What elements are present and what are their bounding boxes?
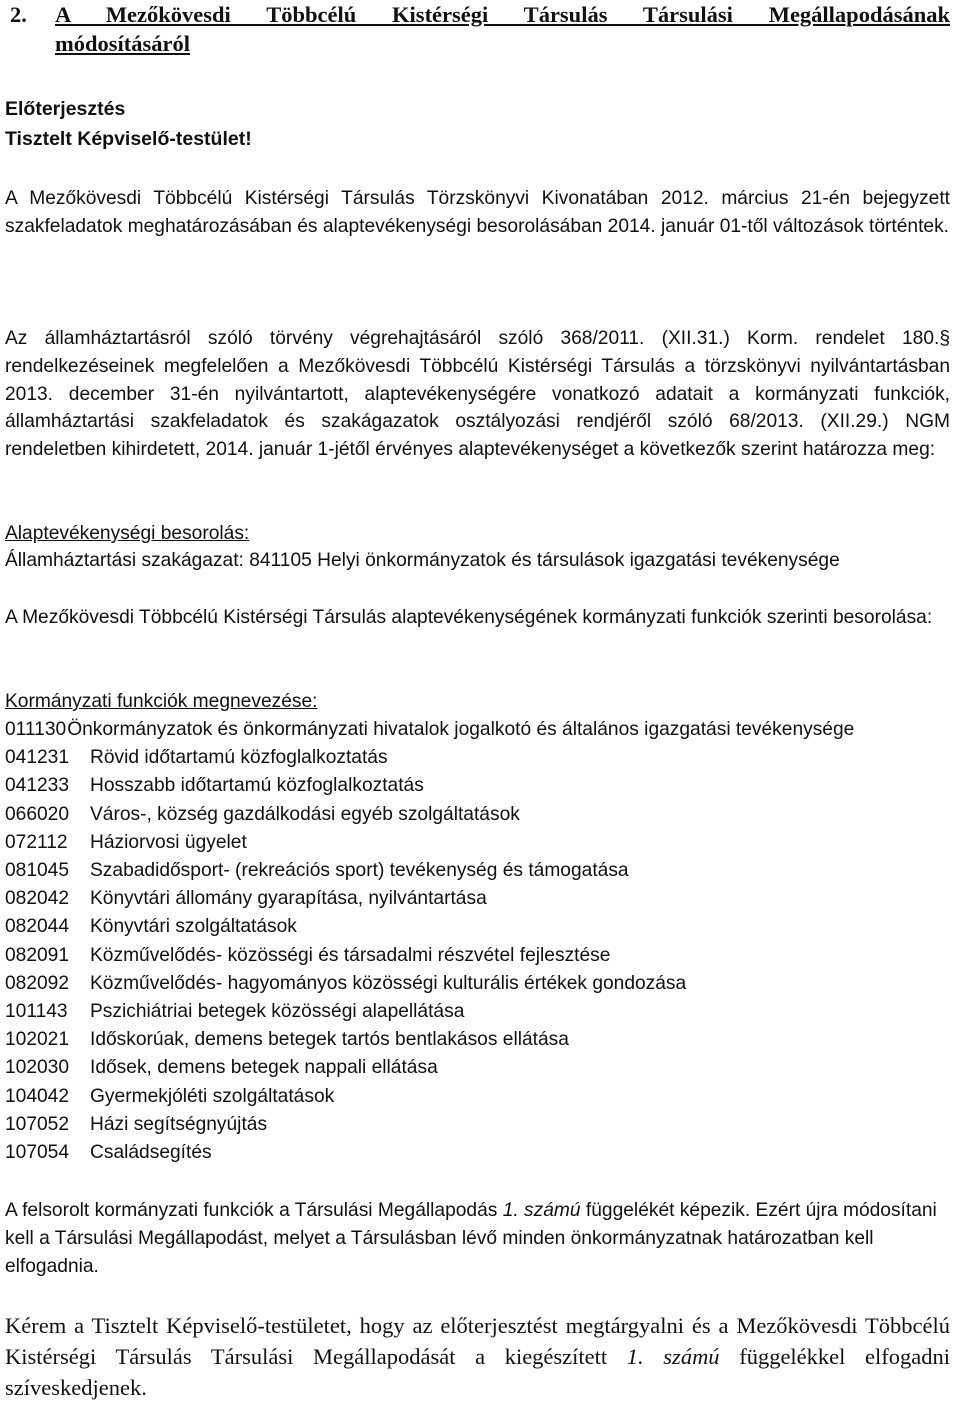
closing-request-c: függelékkel elfogadni szíveskedjenek.	[5, 1344, 951, 1400]
function-name: Pszichiátriai betegek közösségi alapellátása	[90, 1001, 465, 1022]
function-row	[5, 970, 686, 998]
function-name: Családsegítés	[90, 1142, 212, 1163]
paragraph-fuggelek-ref: 1. számú	[502, 1200, 581, 1221]
function-code: 101143	[5, 1001, 68, 1022]
alaptevekenyseg-label	[5, 520, 950, 548]
function-row	[5, 1111, 267, 1139]
function-code: 107052	[5, 1113, 70, 1135]
function-row	[5, 885, 487, 913]
function-code: 082091	[5, 944, 70, 966]
function-name: Könyvtári állomány gyarapítása, nyilvántartása	[90, 888, 487, 910]
function-name: Rövid időtartamú közfoglalkoztatás	[90, 747, 388, 769]
function-row	[5, 801, 520, 829]
function-name: Házi segítségnyújtás	[90, 1113, 268, 1135]
salutation: Tisztelt Képviselő-testület!	[5, 128, 252, 150]
function-name: Könyvtári szolgáltatások	[90, 916, 297, 938]
function-name: Szabadidősport- (rekreációs sport) tevékenység és támogatása	[90, 860, 629, 881]
alaptevekenyseg-label-text: Alaptevékenységi besorolás:	[5, 523, 250, 544]
section-heading	[5, 0, 950, 60]
closing-request-a: Kérem a Tisztelt Képviselő-testületet, hogy az előterjesztést megtárgyalni és a Mezőkövesdi Többcélú Kistérségi Társulás Társulási Megállapodását a kiegészített	[5, 1313, 950, 1369]
function-name: Időskorúak, demens betegek tartós bentlakásos ellátása	[90, 1029, 569, 1051]
function-code: 102021	[5, 1029, 70, 1051]
function-name: Gyermekjóléti szolgáltatások	[90, 1085, 335, 1107]
function-name: Önkormányzatok és önkormányzati hivatalok jogalkotó és általános igazgatási tevékenysége	[67, 719, 855, 740]
function-row	[5, 998, 464, 1026]
function-code: 082044	[5, 916, 70, 938]
function-name: Háziorvosi ügyelet	[90, 831, 247, 853]
closing-request	[5, 1310, 950, 1403]
function-row	[5, 772, 424, 800]
section-title-line2: módosításáról	[55, 31, 190, 56]
function-name: Idősek, demens betegek nappali ellátása	[90, 1057, 438, 1079]
paragraph-legal-basis: Az államháztartásról szóló törvény végrehajtásáról szóló 368/2011. (XII.31.) Korm. rendelet 180.§ rendelkezéseinek megfelelően a Mezőkövesdi Többcélú Kistérségi Társulás a törzskönyvi nyilvántartásban 2013. december 31-én nyilvántartott, alaptevékenységére vonatkozó adatait a kormányzati funkciók, államháztartási szakfeladatok és szakágazatok osztályozási rendjéről szóló 68/2013. (XII.29.) NGM rendeletben kihirdetett, 2014. január 1-jétől érvényes alaptevékenységet a következők szerint határozza meg:	[5, 328, 950, 461]
function-code: 082042	[5, 888, 70, 910]
function-row	[5, 913, 297, 941]
function-name: Közművelődés- hagyományos közösségi kulturális értékek gondozása	[90, 972, 687, 994]
function-name: Hosszabb időtartamú közfoglalkoztatás	[90, 775, 424, 797]
function-row	[5, 744, 388, 772]
function-name: Közművelődés- közösségi és társadalmi részvétel fejlesztése	[90, 944, 611, 966]
paragraph-besorolas: A Mezőkövesdi Többcélú Kistérségi Társulás alaptevékenységének kormányzati funkciók szerinti besorolása:	[5, 607, 933, 628]
function-row	[5, 1054, 438, 1082]
function-row	[5, 716, 854, 744]
function-code: 082092	[5, 972, 70, 994]
closing-request-ref: 1. számú	[626, 1344, 720, 1369]
function-row	[5, 942, 610, 970]
function-code: 011130	[5, 719, 67, 740]
szakagazat-line: Államháztartási szakágazat: 841105 Helyi önkormányzatok és társulások igazgatási tevékenysége	[5, 550, 840, 571]
function-code: 107054	[5, 1142, 70, 1163]
paragraph-intro: A Mezőkövesdi Többcélú Kistérségi Társulás Törzskönyvi Kivonatában 2012. március 21-én bejegyzett szakfeladatok meghatározásában és alaptevékenységi besorolásában 2014. január 01-től változások történtek.	[5, 188, 950, 237]
function-name: Város-, község gazdálkodási egyéb szolgáltatások	[90, 803, 520, 825]
section-title-line1: A Mezőkövesdi Többcélú Kistérségi Társulás Társulási Megállapodásának	[55, 2, 950, 27]
paragraph-fuggelek	[5, 1197, 950, 1280]
label-eloterjesztes: Előterjesztés	[5, 98, 126, 120]
function-code: 041231	[5, 747, 70, 769]
function-code: 081045	[5, 860, 70, 881]
function-code: 066020	[5, 803, 70, 825]
function-row	[5, 857, 629, 885]
section-number: 2.	[10, 2, 27, 27]
function-row	[5, 1083, 334, 1111]
paragraph-fuggelek-a: A felsorolt kormányzati funkciók a Társulási Megállapodás	[5, 1200, 498, 1221]
function-code: 041233	[5, 775, 70, 797]
function-row	[5, 1026, 569, 1054]
function-code: 102030	[5, 1057, 70, 1079]
functions-header: Kormányzati funkciók megnevezése:	[5, 691, 318, 712]
paragraph-fuggelek-c: függelékét képezik. Ezért újra módosítani kell a Társulási Megállapodást, melyet a Társulásban lévő minden önkormányzatnak határozatban kell elfogadnia.	[5, 1200, 937, 1277]
function-code: 072112	[5, 831, 68, 853]
function-row	[5, 829, 247, 857]
function-code: 104042	[5, 1085, 70, 1107]
function-row	[5, 1139, 212, 1167]
